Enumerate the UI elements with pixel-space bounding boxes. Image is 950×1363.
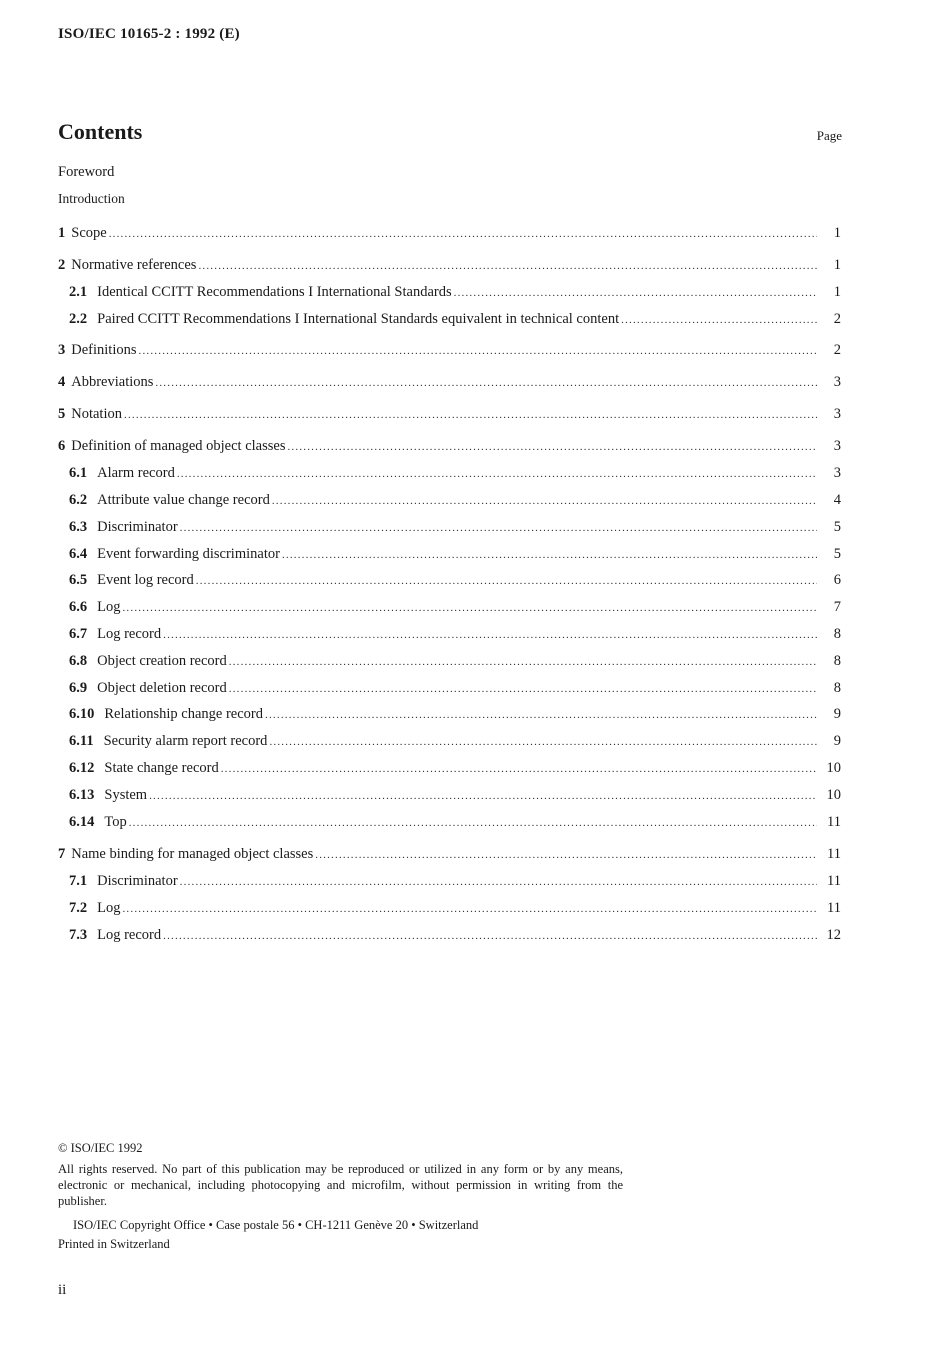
toc-entry-page: 10 [826,787,841,803]
dot-leader [454,283,817,303]
toc-entry [69,871,841,891]
toc-entry-title: Object deletion record [97,680,227,696]
toc-foreword: Foreword [58,164,115,180]
dot-leader [163,926,817,946]
dot-leader [155,373,817,393]
toc-entry-title: Relationship change record [104,706,264,722]
toc-entry-number: 6.1 [69,465,88,481]
toc-entry [58,372,841,392]
toc-entry-title: Discriminator [97,873,178,889]
toc-entry [69,517,841,537]
printed-location: Printed in Switzerland [58,1237,170,1251]
toc-entry [58,436,841,456]
toc-entry [69,309,841,329]
toc-entry [58,223,841,243]
toc-entry-page: 11 [827,873,841,889]
dot-leader [282,545,817,565]
rights-statement: All rights reserved. No part of this publication may be reproduced or utilized in any form or by any means, electronic or mechanical, including photocopying and microfilm, without permission in writing from the publisher. [58,1162,623,1208]
toc-entry [69,925,841,945]
document-header: ISO/IEC 10165-2 : 1992 (E) [58,26,240,42]
dot-leader [221,759,817,779]
toc-entry-number: 6 [58,438,66,454]
toc-entry-number: 2.1 [69,284,88,300]
dot-leader [129,813,817,833]
toc-entry [69,678,841,698]
toc-entry-title: Abbreviations [71,374,154,390]
toc-entry-page: 3 [833,406,841,422]
toc-entry-page: 3 [833,438,841,454]
toc-entry-title: State change record [104,760,219,776]
toc-entry-title: Identical CCITT Recommendations I International Standards [97,284,452,300]
toc-entry-page: 5 [833,546,841,562]
toc-entry-number: 7 [58,846,66,862]
toc-entry-page: 11 [827,846,841,862]
toc-entry-page: 9 [833,733,841,749]
toc-entry-number: 6.13 [69,787,95,803]
toc-entry-page: 4 [833,492,841,508]
dot-leader [163,625,817,645]
toc-entry-number: 2 [58,257,66,273]
toc-entry-title: Event forwarding discriminator [97,546,280,562]
toc-entry-title: Top [104,814,127,830]
toc-entry-number: 6.11 [69,733,94,749]
toc-entry [69,463,841,483]
dot-leader [265,705,817,725]
toc-entry [69,624,841,644]
dot-leader [315,845,817,865]
toc-entry-number: 6.14 [69,814,95,830]
toc-entry-number: 6.2 [69,492,88,508]
dot-leader [269,732,817,752]
dot-leader [287,437,817,457]
toc-entry-title: Scope [71,225,107,241]
toc-entry-number: 2.2 [69,311,88,327]
toc-entry-number: 1 [58,225,66,241]
toc-entry-title: Attribute value change record [97,492,270,508]
dot-leader [180,518,817,538]
toc-entry [69,812,841,832]
toc-entry [58,255,841,275]
toc-entry-page: 2 [833,342,841,358]
toc-entry-title: Definitions [71,342,137,358]
toc-entry-page: 7 [833,599,841,615]
toc-entry-title: Security alarm report record [103,733,268,749]
contents-title: Contents [58,119,143,144]
toc-entry-number: 4 [58,374,66,390]
dot-leader [109,224,817,244]
toc-entry-page: 5 [833,519,841,535]
toc-entry-number: 6.8 [69,653,88,669]
toc-entry-number: 6.6 [69,599,88,615]
toc-entry-page: 11 [827,814,841,830]
toc-entry-title: Name binding for managed object classes [71,846,314,862]
toc-entry-page: 8 [833,653,841,669]
dot-leader [177,464,817,484]
toc-entry [69,490,841,510]
toc-entry [69,597,841,617]
dot-leader [122,899,817,919]
page-number: ii [58,1282,67,1298]
toc-entry-number: 5 [58,406,66,422]
toc-entry-page: 8 [833,680,841,696]
toc-entry-page: 11 [827,900,841,916]
toc-entry-number: 6.12 [69,760,95,776]
toc-entry-number: 6.4 [69,546,88,562]
dot-leader [198,256,817,276]
toc-entry-page: 12 [826,927,841,943]
toc-entry [69,898,841,918]
copyright-office-address: ISO/IEC Copyright Office • Case postale 56 • CH-1211 Genève 20 • Switzerland [73,1218,479,1232]
dot-leader [149,786,817,806]
toc-entry-title: System [104,787,148,803]
toc-entry [69,651,841,671]
dot-leader [139,341,818,361]
dot-leader [124,405,817,425]
toc-entry-title: Log [97,900,121,916]
dot-leader [229,679,817,699]
toc-entry [69,731,841,751]
toc-entry-number: 6.9 [69,680,88,696]
toc-entry-number: 7.1 [69,873,88,889]
toc-entry-page: 9 [833,706,841,722]
toc-entry-title: Event log record [97,572,194,588]
dot-leader [196,571,817,591]
toc-entry [69,282,841,302]
toc-entry-number: 6.10 [69,706,95,722]
toc-entry-number: 3 [58,342,66,358]
toc-entry-title: Normative references [71,257,197,273]
page-column-label: Page [816,128,842,143]
toc-entry [69,758,841,778]
toc-entry-number: 6.7 [69,626,88,642]
toc-entry-number: 7.3 [69,927,88,943]
dot-leader [229,652,817,672]
toc-entry-title: Log [97,599,121,615]
copyright-notice: © ISO/IEC 1992 [58,1141,143,1155]
toc-entry-page: 3 [833,465,841,481]
toc-entry-title: Object creation record [97,653,227,669]
toc-entry-page: 1 [833,225,841,241]
toc-entry-title: Log record [97,626,162,642]
toc-entry-title: Alarm record [97,465,175,481]
toc-entry [69,544,841,564]
toc-entry-title: Log record [97,927,162,943]
toc-entry-page: 8 [833,626,841,642]
toc-entry [69,704,841,724]
toc-entry-page: 1 [833,284,841,300]
toc-entry [69,785,841,805]
dot-leader [180,872,817,892]
toc-entry [69,570,841,590]
toc-entry-page: 1 [833,257,841,273]
dot-leader [272,491,817,511]
toc-entry-number: 6.5 [69,572,88,588]
dot-leader [621,310,817,330]
toc-entry-title: Paired CCITT Recommendations I International Standards equivalent in technical content [97,311,620,327]
toc-entry-page: 6 [833,572,841,588]
toc-entry-page: 10 [826,760,841,776]
toc-entry [58,340,841,360]
toc-entry-page: 3 [833,374,841,390]
toc-entry-number: 7.2 [69,900,88,916]
toc-entry-title: Notation [71,406,122,422]
toc-entry [58,404,841,424]
toc-entry-title: Discriminator [97,519,178,535]
toc-entry-title: Definition of managed object classes [71,438,286,454]
toc-introduction: Introduction [58,191,125,206]
dot-leader [122,598,817,618]
toc-entry-number: 6.3 [69,519,88,535]
toc-entry-page: 2 [833,311,841,327]
toc-entry [58,844,841,864]
